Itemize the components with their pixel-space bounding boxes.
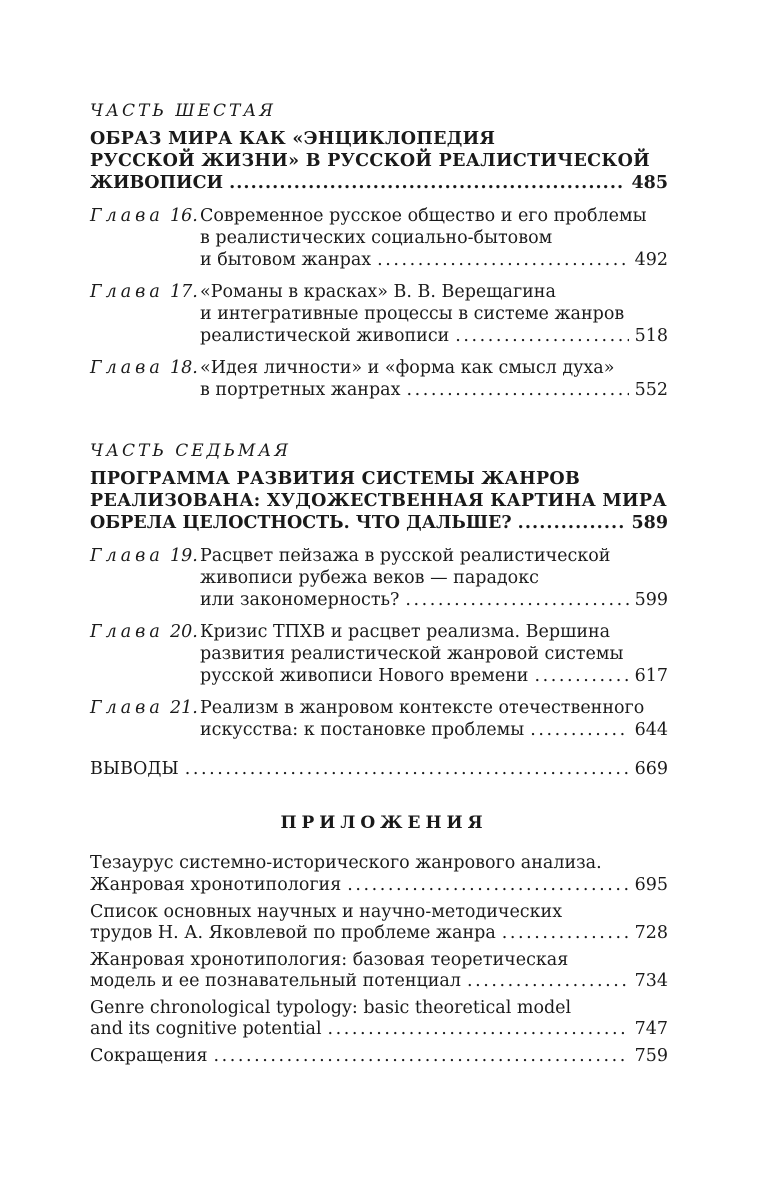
leader-dots bbox=[377, 249, 628, 271]
chapter-16-entry[interactable] bbox=[200, 249, 668, 271]
part7-page: 589 bbox=[631, 513, 668, 533]
appendix-2-line1: Список основных научных и научно-методических bbox=[90, 902, 563, 922]
appendix-2-entry[interactable] bbox=[90, 922, 668, 944]
part6-title-line1: ОБРАЗ МИРА КАК «ЭНЦИКЛОПЕДИЯ bbox=[90, 129, 496, 149]
part7-title-line2: РЕАЛИЗОВАНА: ХУДОЖЕСТВЕННАЯ КАРТИНА МИРА bbox=[90, 491, 667, 511]
appendix-2-line2: трудов Н. А. Яковлевой по проблеме жанра bbox=[90, 923, 496, 943]
leader-dots bbox=[328, 1018, 629, 1040]
chapter-19-entry[interactable] bbox=[200, 589, 668, 611]
chapter-number: 16. bbox=[170, 206, 198, 226]
chapter-19-line1: Расцвет пейзажа в русской реалистической bbox=[200, 546, 611, 566]
appendix-1-line1: Тезаурус системно-исторического жанрового анализа. bbox=[90, 853, 602, 873]
part7-title-line3: ОБРЕЛА ЦЕЛОСТНОСТЬ. ЧТО ДАЛЬШЕ? bbox=[90, 513, 512, 533]
chapter-label: Глава bbox=[90, 698, 164, 718]
appendix-1-entry[interactable] bbox=[90, 874, 668, 896]
leader-dots bbox=[347, 874, 628, 896]
chapter-20-line1: Кризис ТПХВ и расцвет реализма. Вершина bbox=[200, 622, 611, 642]
part6-title bbox=[90, 128, 668, 172]
chapter-17-line2: и интегративные процессы в системе жанров bbox=[200, 304, 625, 324]
leader-dots bbox=[518, 512, 626, 534]
chapter-20-line2: развития реалистической жанровой системы bbox=[200, 644, 624, 664]
part7-title bbox=[90, 468, 668, 512]
leader-dots bbox=[534, 665, 628, 687]
appendix-3-entry[interactable] bbox=[90, 970, 668, 992]
chapter-number: 21. bbox=[170, 698, 198, 718]
chapter-label: Глава bbox=[90, 206, 164, 226]
abbreviations-page: 759 bbox=[634, 1046, 668, 1066]
leader-dots bbox=[214, 1045, 629, 1067]
chapter-label: Глава bbox=[90, 622, 164, 642]
appendix-4-entry[interactable] bbox=[90, 1018, 668, 1040]
conclusions-page: 669 bbox=[634, 759, 668, 779]
conclusions-entry[interactable] bbox=[90, 758, 668, 780]
chapter-20-page: 617 bbox=[634, 666, 668, 686]
leader-dots bbox=[467, 970, 629, 992]
chapter-number: 20. bbox=[170, 622, 198, 642]
leader-dots bbox=[502, 922, 629, 944]
leader-dots bbox=[530, 719, 628, 741]
leader-dots bbox=[229, 172, 625, 194]
chapter-21-page: 644 bbox=[634, 720, 668, 740]
chapter-21-line2: искусства: к постановке проблемы bbox=[200, 720, 525, 740]
appendix-4-line2: and its cognitive potential bbox=[90, 1019, 322, 1039]
appendix-2-page: 728 bbox=[634, 923, 668, 943]
leader-dots bbox=[455, 325, 628, 347]
chapter-17-line1: «Романы в красках» В. В. Верещагина bbox=[200, 282, 556, 302]
appendix-4-page: 747 bbox=[634, 1019, 668, 1039]
chapter-label: Глава bbox=[90, 358, 164, 378]
part6-title-row[interactable] bbox=[90, 172, 668, 194]
part7-title-line1: ПРОГРАММА РАЗВИТИЯ СИСТЕМЫ ЖАНРОВ bbox=[90, 469, 581, 489]
chapter-20-entry[interactable] bbox=[200, 665, 668, 687]
part7-label: ЧАСТЬ СЕДЬМАЯ bbox=[90, 441, 291, 461]
chapter-number: 18. bbox=[170, 358, 198, 378]
chapter-19-line3: или закономерность? bbox=[200, 590, 400, 610]
chapter-18-line2: в портретных жанрах bbox=[200, 380, 401, 400]
leader-dots bbox=[406, 379, 628, 401]
chapter-21-line1: Реализм в жанровом контексте отечественного bbox=[200, 698, 645, 718]
chapter-17-line3: реалистической живописи bbox=[200, 326, 450, 346]
appendix-3-line1: Жанровая хронотипология: базовая теоретическая bbox=[90, 950, 569, 970]
part6-page: 485 bbox=[631, 173, 668, 193]
leader-dots bbox=[405, 589, 628, 611]
chapter-18-page: 552 bbox=[634, 380, 668, 400]
chapter-16-page: 492 bbox=[634, 250, 668, 270]
part7-title-row[interactable] bbox=[90, 512, 668, 534]
appendix-3-line2: модель и ее познавательный потенциал bbox=[90, 971, 461, 991]
leader-dots bbox=[185, 758, 629, 780]
chapter-17-entry[interactable] bbox=[200, 325, 668, 347]
appendix-3-page: 734 bbox=[634, 971, 668, 991]
appendices-heading: ПРИЛОЖЕНИЯ bbox=[280, 813, 488, 833]
conclusions-label: ВЫВОДЫ bbox=[90, 759, 179, 779]
part6-title-line3: ЖИВОПИСИ bbox=[90, 173, 224, 193]
chapter-21-entry[interactable] bbox=[200, 719, 668, 741]
chapter-number: 17. bbox=[170, 282, 198, 302]
chapter-label: Глава bbox=[90, 546, 164, 566]
appendix-1-page: 695 bbox=[634, 875, 668, 895]
chapter-18-entry[interactable] bbox=[200, 379, 668, 401]
appendix-1-line2: Жанровая хронотипология bbox=[90, 875, 342, 895]
chapter-number: 19. bbox=[170, 546, 198, 566]
chapter-16-line3: и бытовом жанрах bbox=[200, 250, 372, 270]
part6-title-line2: РУССКОЙ ЖИЗНИ» В РУССКОЙ РЕАЛИСТИЧЕСКОЙ bbox=[90, 151, 651, 171]
part6-label: ЧАСТЬ ШЕСТАЯ bbox=[90, 101, 276, 121]
abbreviations-entry[interactable] bbox=[90, 1045, 668, 1067]
chapter-19-line2: живописи рубежа веков — парадокс bbox=[200, 568, 539, 588]
chapter-18-line1: «Идея личности» и «форма как смысл духа» bbox=[200, 358, 615, 378]
chapter-16-line2: в реалистических социально-бытовом bbox=[200, 228, 553, 248]
chapter-19-page: 599 bbox=[634, 590, 668, 610]
chapter-20-line3: русской живописи Нового времени bbox=[200, 666, 529, 686]
abbreviations-label: Сокращения bbox=[90, 1046, 208, 1066]
appendix-4-line1: Genre chronological typology: basic theoretical model bbox=[90, 998, 572, 1018]
chapter-label: Глава bbox=[90, 282, 164, 302]
chapter-17-page: 518 bbox=[634, 326, 668, 346]
chapter-16-line1: Современное русское общество и его проблемы bbox=[200, 206, 647, 226]
